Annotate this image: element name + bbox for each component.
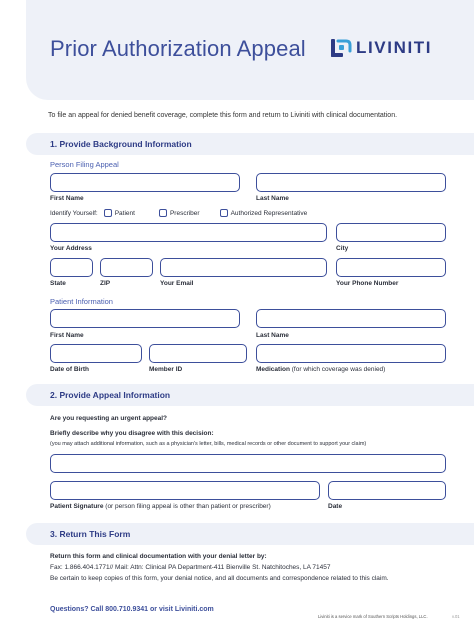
liviniti-logo-icon (330, 37, 352, 59)
medication-label (256, 366, 385, 373)
version-label: v.01 (452, 614, 460, 619)
patient-signature-field[interactable] (50, 481, 320, 500)
address-label: Your Address (50, 245, 92, 252)
filer-zip-field[interactable] (100, 258, 153, 277)
signature-label-note: (or person filing appeal is other than patient or prescriber) (103, 503, 271, 510)
logo-text: LIVINITI (356, 38, 433, 57)
filer-address-field[interactable] (50, 223, 327, 242)
member-id-label: Member ID (149, 366, 183, 373)
signature-date-field[interactable] (328, 481, 446, 500)
return-heading: Return this form and clinical documentation with your denial letter by: (50, 553, 267, 560)
authorized-rep-checkbox[interactable] (220, 209, 228, 217)
section-2-title: 2. Provide Appeal Information (50, 390, 171, 400)
fax-mail-info: Fax: 1.866.404.1771// Mail: Attn: Clinical PA Department-411 Bienville St. Natchitoches, LA 71457 (50, 564, 331, 571)
email-label: Your Email (160, 280, 194, 287)
prescriber-option-label: Prescriber (169, 209, 200, 217)
filer-first-name-label: First Name (50, 195, 84, 202)
filer-last-name-field[interactable] (256, 173, 446, 192)
zip-label: ZIP (100, 280, 111, 287)
medication-label-note: (for which coverage was denied) (289, 366, 386, 373)
state-label: State (50, 280, 66, 287)
patient-last-name-field[interactable] (256, 309, 446, 328)
dob-label: Date of Birth (50, 366, 89, 373)
brand-logo (330, 36, 432, 60)
filer-last-name-label: Last Name (256, 195, 289, 202)
patient-checkbox[interactable] (104, 209, 112, 217)
member-id-field[interactable] (149, 344, 247, 363)
patient-last-name-label: Last Name (256, 332, 289, 339)
keep-copies-note: Be certain to keep copies of this form, your denial notice, and all documents and correspondence related to this claim. (50, 575, 389, 582)
option-patient[interactable] (104, 209, 135, 217)
city-label: City (336, 245, 349, 252)
medication-field[interactable] (256, 344, 446, 363)
signature-label (50, 503, 271, 510)
patient-first-name-field[interactable] (50, 309, 240, 328)
section-3-header (26, 523, 474, 545)
section-3-title: 3. Return This Form (50, 529, 131, 539)
intro-text: To file an appeal for denied benefit coverage, complete this form and return to Liviniti with clinical documentation. (48, 112, 398, 119)
trademark-note: Liviniti is a service mark of Southern Scripts Holdings, LLC. (318, 614, 428, 619)
identify-yourself-row (50, 209, 315, 217)
filer-phone-field[interactable] (336, 258, 446, 277)
urgent-question: Are you requesting an urgent appeal? (50, 415, 168, 422)
prescriber-checkbox[interactable] (159, 209, 167, 217)
describe-prompt: Briefly describe why you disagree with this decision: (50, 430, 214, 437)
patient-option-label: Patient (114, 209, 135, 217)
filer-email-field[interactable] (160, 258, 327, 277)
identify-label: Identify Yourself: (50, 209, 98, 217)
date-label: Date (328, 503, 343, 510)
filer-state-field[interactable] (50, 258, 93, 277)
section-2-header (26, 384, 474, 406)
option-prescriber[interactable] (159, 209, 200, 217)
describe-note: (you may attach additional information, such as a physician's letter, bills, medical records or other document to support your claim) (50, 441, 367, 447)
authorized-rep-option-label: Authorized Representative (230, 209, 308, 217)
page-title: Prior Authorization Appeal (50, 36, 306, 61)
patient-dob-field[interactable] (50, 344, 142, 363)
filer-first-name-field[interactable] (50, 173, 240, 192)
person-filing-heading: Person Filing Appeal (50, 160, 119, 169)
section-1-title: 1. Provide Background Information (50, 139, 192, 149)
patient-first-name-label: First Name (50, 332, 84, 339)
signature-label-text: Patient Signature (50, 503, 104, 510)
filer-city-field[interactable] (336, 223, 446, 242)
medication-label-text: Medication (256, 366, 290, 373)
appeal-description-field[interactable] (50, 454, 446, 473)
section-1-header (26, 133, 474, 155)
phone-label: Your Phone Number (336, 280, 399, 287)
patient-info-heading: Patient Information (50, 297, 113, 306)
option-authorized-rep[interactable] (220, 209, 308, 217)
questions-contact[interactable]: Questions? Call 800.710.9341 or visit Liviniti.com (50, 606, 214, 613)
